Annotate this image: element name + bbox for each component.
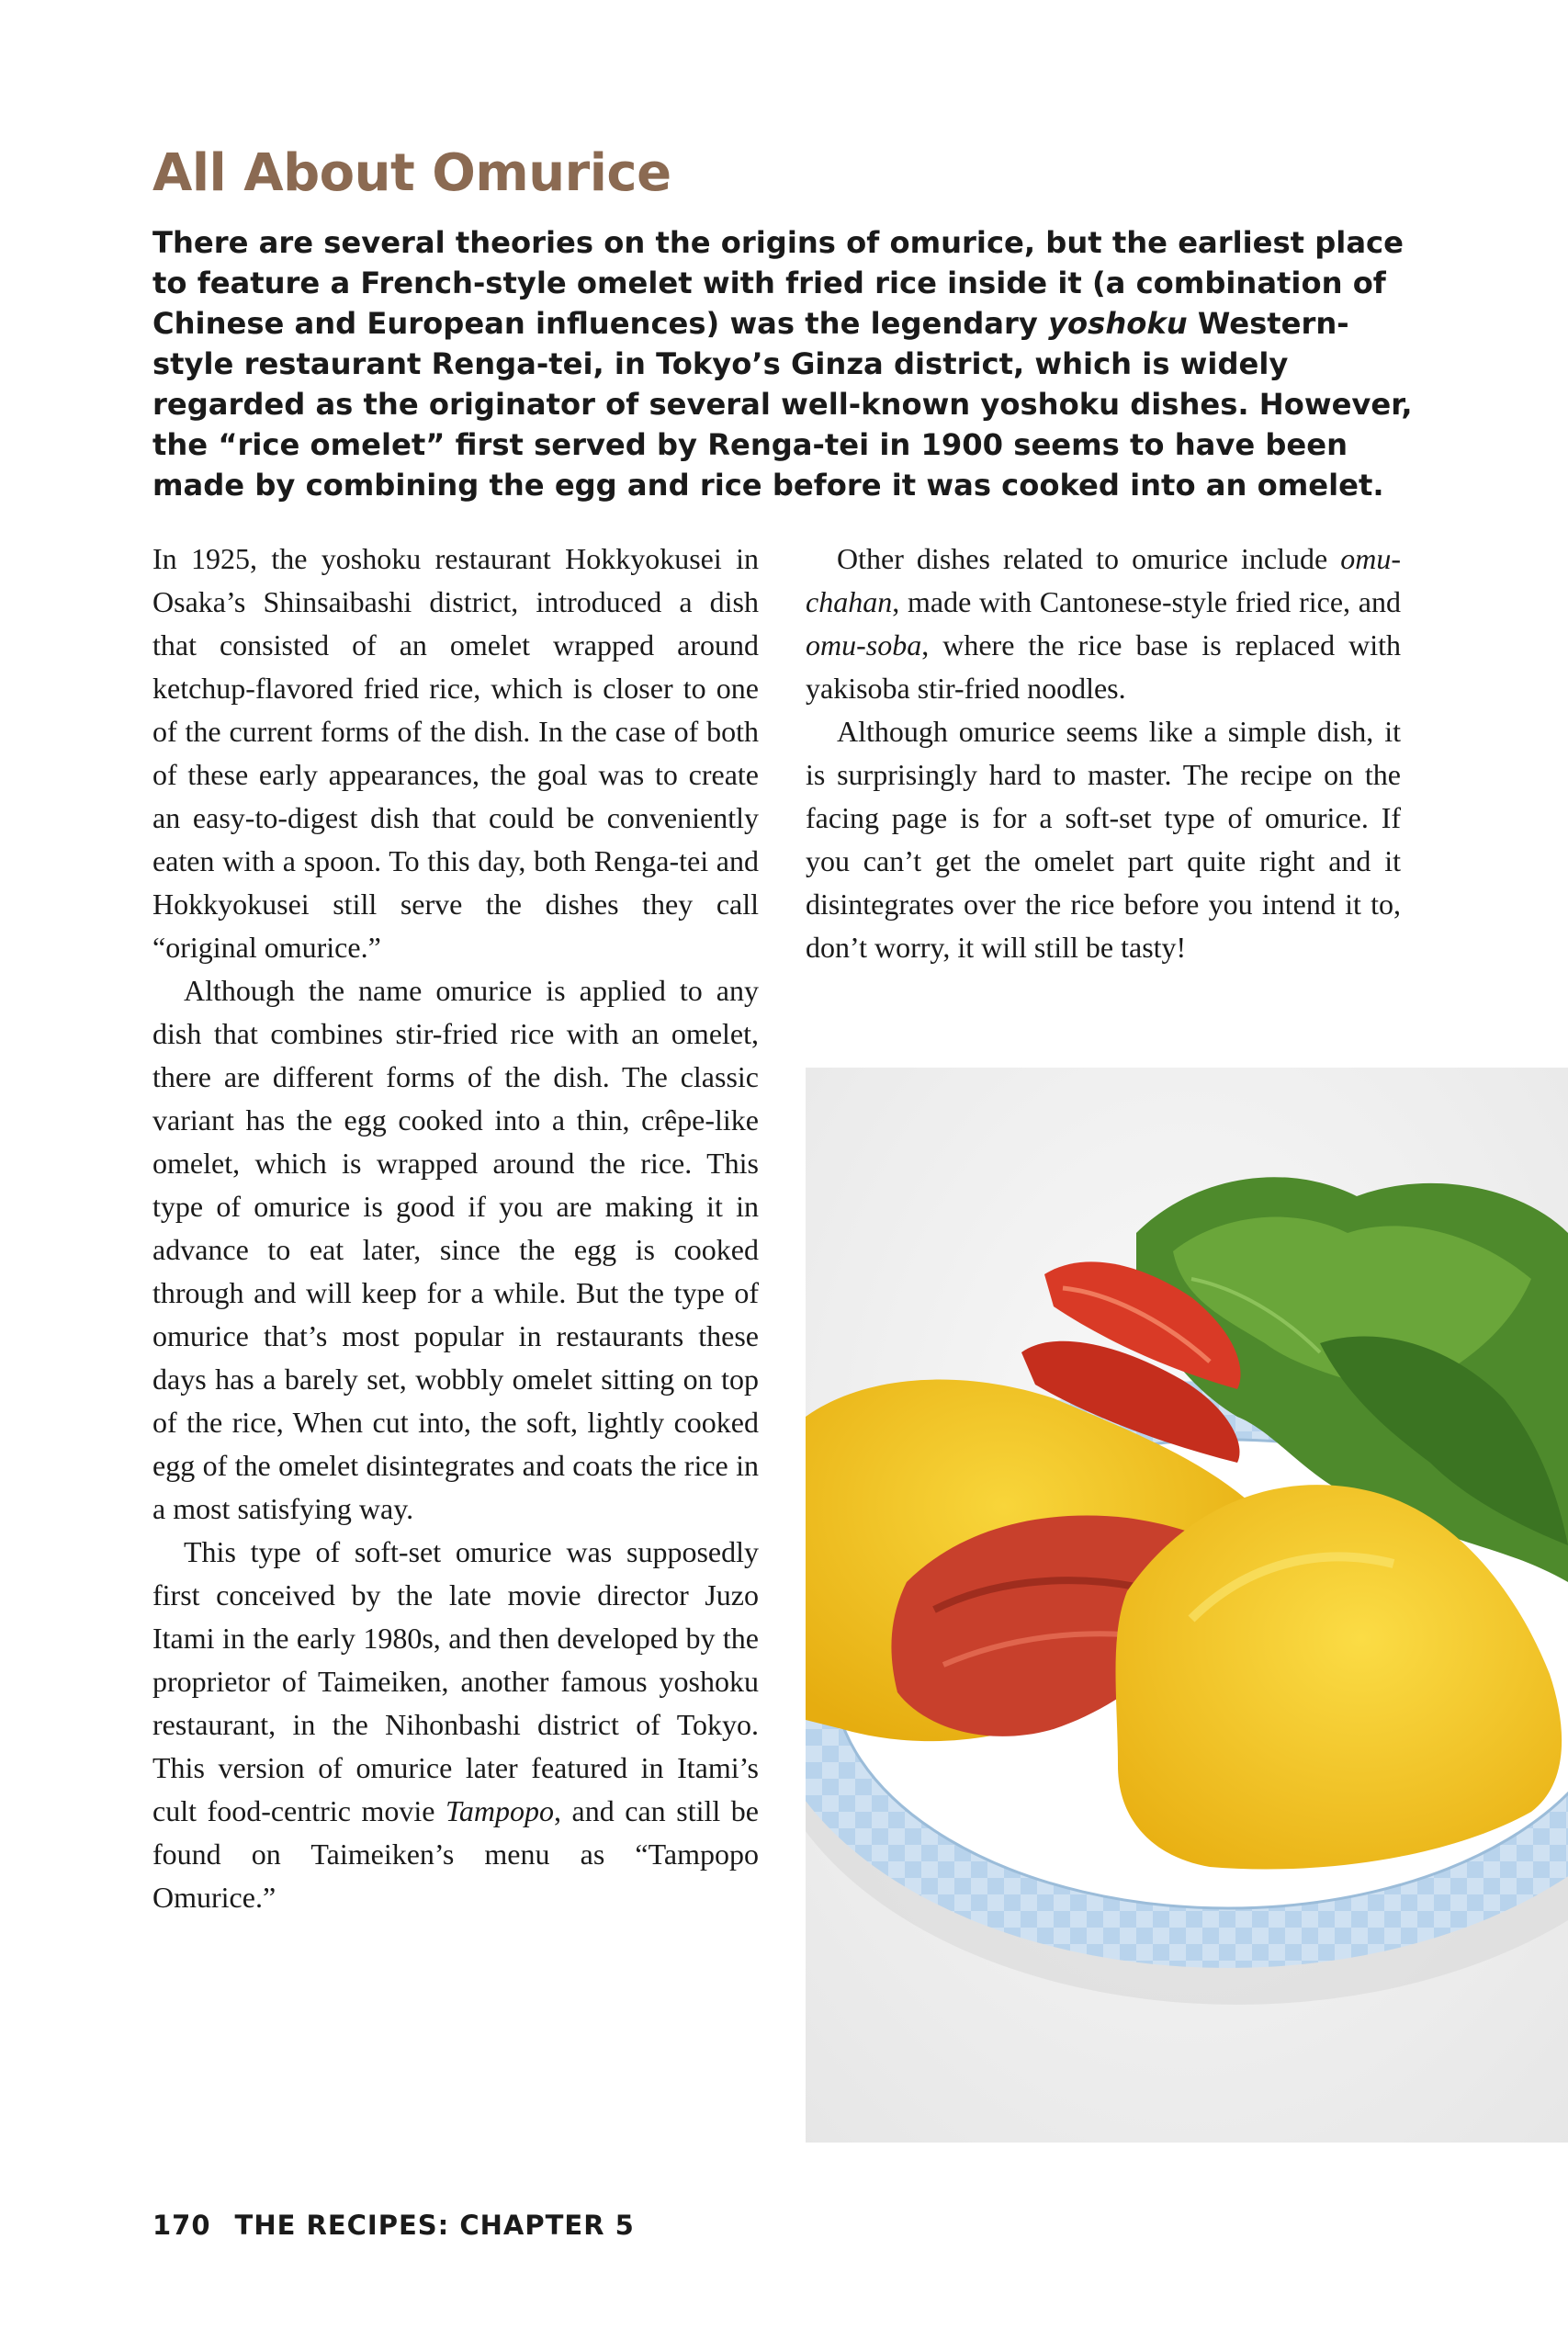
omu-chahan-italic: omu-chahan [806,542,1401,618]
body-paragraph-4-text-b: , made with Cantonese-style fried rice, and [892,585,1401,618]
intro-text-1: There are several theories on the origins of omurice, but the earliest place to feature a French-style omelet with fried rice inside it (a combination of Chinese and European influences) was the legendary [152,225,1404,341]
page-number: 170 [152,2210,211,2241]
body-paragraph-5: Although omurice seems like a simple dish, it is surprisingly hard to master. The recipe on the facing page is for a soft-set type of omurice. If you can’t get the omelet part quite right and it disintegrates over the rice before you intend it to, don’t worry, it will still be tasty! [806,715,1401,964]
omurice-photo [806,1068,1568,2143]
right-column [806,537,1401,969]
page-title: All About Omurice [152,143,671,203]
intro-text-2: Western-style restaurant Renga-tei, in Tokyo’s Ginza district, which is widely regarded as the originator of several well-known yoshoku dishes. However, the “rice omelet” first served by Renga-tei in 1900 seems to have been made by combining the egg and rice before it was cooked into an omelet. [152,306,1413,503]
body-paragraph-4-text-c: , where the rice base is replaced with yakisoba stir-fried noodles. [806,628,1401,705]
omu-soba-italic: omu-soba [806,628,922,662]
body-paragraph-4 [806,537,1401,710]
body-paragraph-3-text-a: This type of soft-set omurice was supposedly first conceived by the late movie director Juzo Itami in the early 1980s, and then developed by the proprietor of Taimeiken, another famous yoshoku restaurant, in the Nihonbashi district of Tokyo. This version of omurice later featured in Itami’s cult food-centric movie [152,1535,759,1827]
intro-italic-term: yoshoku [1048,306,1188,341]
omurice-illustration [806,1068,1568,2143]
body-paragraph-1: In 1925, the yoshoku restaurant Hokkyokusei in Osaka’s Shinsaibashi district, introduced a dish that consisted of an omelet wrapped around ketchup-flavored fried rice, which is closer to one of the current forms of the dish. In the case of both of these early appearances, the goal was to create an easy-to-digest dish that could be conveniently eaten with a spoon. To this day, both Renga-tei and Hokkyokusei still serve the dishes they call “original omurice.” [152,542,759,964]
body-paragraph-3-text-b: , and can still be found on Taimeiken’s menu as “Tampopo Omurice.” [152,1794,760,1914]
movie-title-italic: Tampopo [446,1794,554,1827]
body-paragraph-2: Although the name omurice is applied to any dish that combines stir-fried rice with an omelet, there are different forms of the dish. The classic variant has the egg cooked into a thin, crêpe-like omelet, which is wrapped around the rice. This type of omurice is good if you are making it in advance to eat later, since the egg is cooked through and will keep for a while. But the type of omurice that’s most popular in restaurants these days has a barely set, wobbly omelet sitting on top of the rice, When cut into, the soft, lightly cooked egg of the omelet disintegrates and coats the rice in a most satisfying way. [152,974,759,1525]
page-footer [152,2210,635,2241]
intro-paragraph [152,222,1416,505]
running-head: THE RECIPES: CHAPTER 5 [234,2210,635,2241]
left-column [152,537,759,1919]
body-paragraph-4-text-a: Other dishes related to omurice include [837,542,1341,575]
body-paragraph-3 [152,1531,759,1919]
